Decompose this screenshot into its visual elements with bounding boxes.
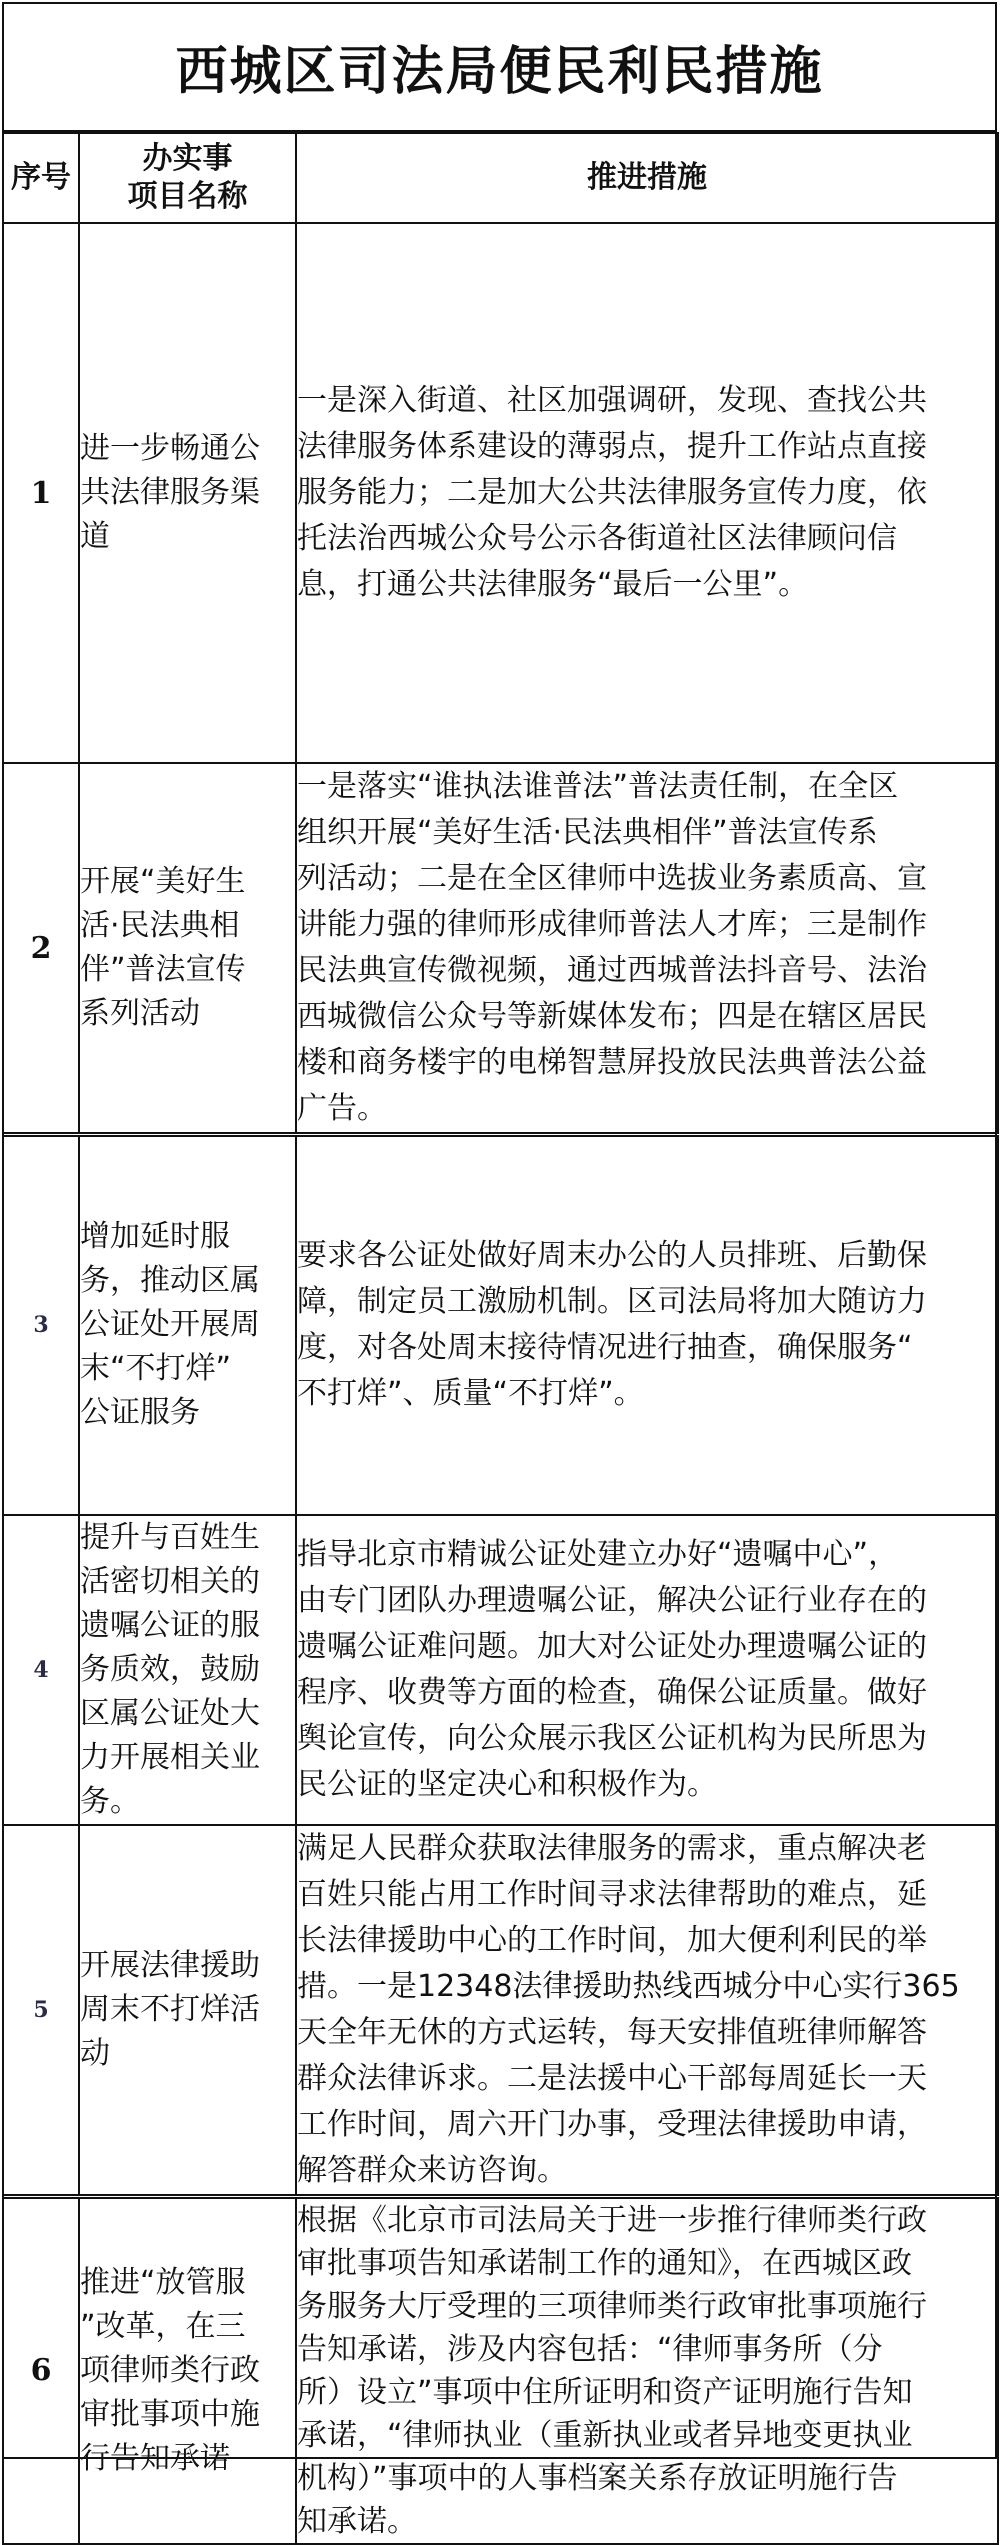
table-row — [3, 1515, 998, 1825]
row-measures: 满足人民群众获取法律服务的需求，重点解决老 百姓只能占用工作时间寻求法律帮助的难点，延 长法律援助中心的工作时间，加大便利利民的举 措。一是12348法律援助热线西城分中心实行365 天全年无休的方式运转，每天安排值班律师解答 群众法律诉求。二是法援中心干部每周延长一天 工作时间，周六开门办事，受理法律援助申请， 解答群众来访咨询。 — [296, 1825, 998, 2197]
page-title: 西城区司法局便民利民措施 — [2, 2, 997, 132]
row-measures: 一是深入街道、社区加强调研，发现、查找公共 法律服务体系建设的薄弱点，提升工作站点直接 服务能力；二是加大公共法律服务宣传力度，依 托法治西城公众号公示各街道社区法律顾问信 息，打通公共法律服务“最后一公里”。 — [296, 223, 998, 763]
table-row — [3, 1135, 998, 1515]
header-item-name: 办实事 项目名称 — [79, 133, 296, 223]
table-row — [3, 223, 998, 763]
table-row — [3, 1825, 998, 2197]
row-measures: 指导北京市精诚公证处建立办好“遗嘱中心”， 由专门团队办理遗嘱公证，解决公证行业存在的 遗嘱公证难问题。加大对公证处办理遗嘱公证的 程序、收费等方面的检查，确保公证质量。做好 舆论宣传，向公众展示我区公证机构为民所思为 民公证的坚定决心和积极作为。 — [296, 1515, 998, 1825]
row-measures: 一是落实“谁执法谁普法”普法责任制，在全区 组织开展“美好生活·民法典相伴”普法宣传系 列活动；二是在全区律师中选拔业务素质高、宣 讲能力强的律师形成律师普法人才库；三是制作 民法典宣传微视频，通过西城普法抖音号、法治 西城微信公众号等新媒体发布；四是在辖区居民 楼和商务楼宇的电梯智慧屏投放民法典普法公益 广告。 — [296, 763, 998, 1135]
row-index: 6 — [3, 2196, 79, 2544]
row-index: 2 — [3, 763, 79, 1135]
row-index: 3 — [3, 1135, 79, 1515]
row-item-name: 开展法律援助 周末不打烊活 动 — [79, 1825, 296, 2197]
row-measures: 根据《北京市司法局关于进一步推行律师类行政 审批事项告知承诺制工作的通知》，在西城区政 务服务大厅受理的三项律师类行政审批事项施行 告知承诺，涉及内容包括：“律师事务所（分 所）设立”事项中住所证明和资产证明施行告知 承诺，“律师执业（重新执业或者异地变更执业 机构）”事项中的人事档案关系存放证明施行告 知承诺。 — [296, 2196, 998, 2544]
row-item-name: 开展“美好生 活·民法典相 伴”普法宣传 系列活动 — [79, 763, 296, 1135]
row-item-name: 提升与百姓生 活密切相关的 遗嘱公证的服 务质效，鼓励 区属公证处大 力开展相关业 务。 — [79, 1515, 296, 1825]
table-row — [3, 2196, 998, 2544]
table-row — [3, 763, 998, 1135]
row-item-name: 进一步畅通公 共法律服务渠 道 — [79, 223, 296, 763]
row-item-name: 推进“放管服 ”改革，在三 项律师类行政 审批事项中施 行告知承诺 — [79, 2196, 296, 2544]
row-item-name: 增加延时服 务，推动区属 公证处开展周 末“不打烊” 公证服务 — [79, 1135, 296, 1515]
row-index: 4 — [3, 1515, 79, 1825]
header-measures: 推进措施 — [296, 133, 998, 223]
row-index: 1 — [3, 223, 79, 763]
header-row — [3, 133, 998, 223]
measures-table — [2, 132, 999, 2545]
header-index: 序号 — [3, 133, 79, 223]
row-index: 5 — [3, 1825, 79, 2197]
row-measures: 要求各公证处做好周末办公的人员排班、后勤保 障，制定员工激励机制。区司法局将加大随访力 度，对各处周末接待情况进行抽查，确保服务“ 不打烊”、质量“不打烊”。 — [296, 1135, 998, 1515]
